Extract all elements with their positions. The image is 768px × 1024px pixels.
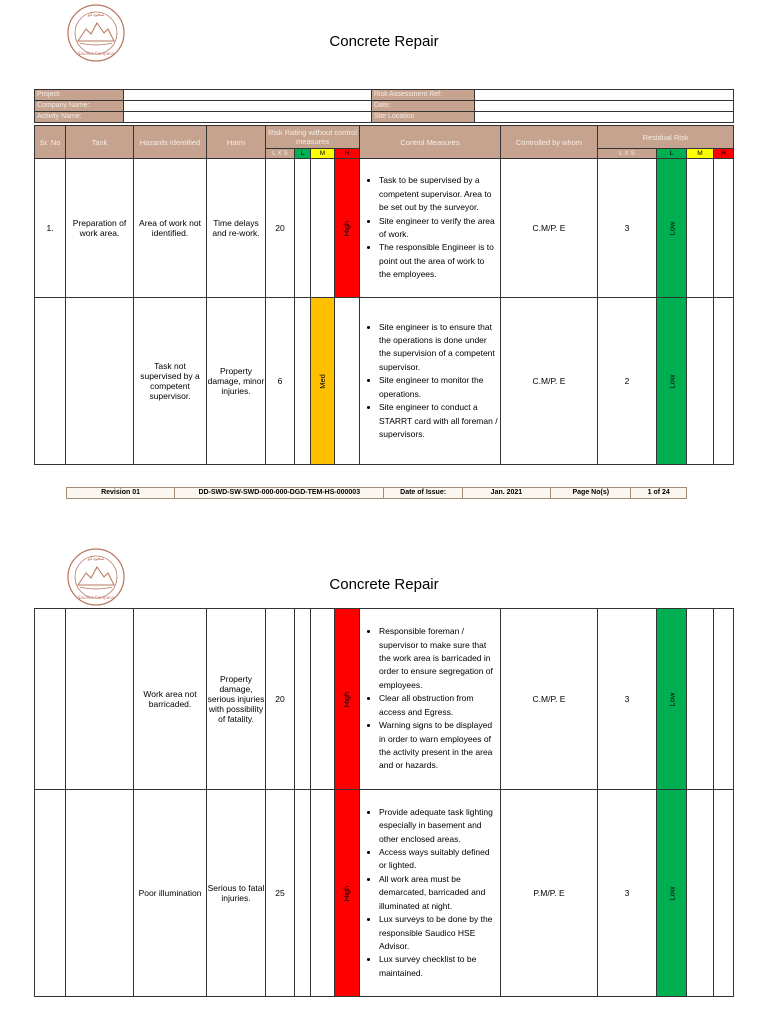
company-value (124, 101, 372, 112)
company-label: Company Name: (35, 101, 124, 112)
controlled-by: C.M/P. E (501, 298, 598, 465)
control-item: • Lux surveys to be done by the responsible Saudico HSE Advisor. (379, 913, 500, 953)
footer-date-label: Date of Issue: (384, 488, 462, 498)
residual-score: 3 (598, 790, 657, 997)
residual-rating-cell (657, 159, 687, 298)
header-controlled-by: Controlled by whom (501, 126, 598, 159)
svg-text:Saudico Company: Saudico Company (77, 51, 115, 56)
controlled-by: C.M/P. E (501, 609, 598, 790)
footer-date: Jan. 2021 (463, 488, 551, 498)
header-task: Task (66, 126, 134, 159)
control-measures (360, 609, 501, 790)
task (66, 298, 134, 465)
header-control-measures: Control Measures (360, 126, 501, 159)
residual-score: 3 (598, 609, 657, 790)
risk-ref-value (475, 90, 734, 101)
svg-text:سعودكو: سعودكو (87, 556, 105, 562)
control-item: • Access ways suitably defined or lighted. (379, 846, 500, 873)
risk-table-page-2 (34, 608, 734, 997)
header-l: L (295, 149, 311, 159)
residual-rating-label: Low (666, 692, 676, 707)
svg-text:سعودكو: سعودكو (87, 12, 105, 18)
residual-rating-label: Low (666, 374, 676, 389)
control-item: • Site engineer is to ensure that the operations is done under the supervision of a competent supervisor. (379, 321, 500, 375)
risk-score: 20 (266, 609, 295, 790)
residual-score: 3 (598, 159, 657, 298)
header-m: M (311, 149, 335, 159)
control-item: • Clear all obstruction from access and Egress. (379, 692, 500, 719)
controlled-by: C.M/P. E (501, 159, 598, 298)
page-title: Concrete Repair (329, 576, 439, 593)
hazard: Area of work not identified. (134, 159, 207, 298)
control-item: • Site engineer to verify the area of work. (379, 215, 500, 242)
table-row (35, 298, 734, 465)
risk-rating-cell (335, 790, 360, 997)
table-row (35, 790, 734, 997)
svg-text:Saudico Company: Saudico Company (77, 595, 115, 600)
control-item: • All work area must be demarcated, barricaded and illuminated at night. (379, 873, 500, 913)
harm: Property damage, minor injuries. (207, 298, 266, 465)
harm: Time delays and re-work. (207, 159, 266, 298)
controlled-by: P.M/P. E (501, 790, 598, 997)
header-harm: Harm (207, 126, 266, 159)
footer-page-number: 1 of 24 (647, 489, 670, 496)
risk-rating-label: Med (318, 374, 327, 389)
risk-rating-cell (335, 159, 360, 298)
control-item: • Warning signs to be displayed in order to warn employees of the activity present in the area and or hazards. (379, 719, 500, 773)
task (66, 790, 134, 997)
sr-no (35, 790, 66, 997)
table-row (35, 159, 734, 298)
footer-doc-number: DD-SWD-SW-SWD-000-000-DGD-TEM-HS-000003 (175, 488, 384, 498)
project-value (124, 90, 372, 101)
page-title: Concrete Repair (329, 33, 439, 50)
header-residual-m: M (687, 149, 714, 159)
header-sr-no: Sr. No (35, 126, 66, 159)
control-item: • Site engineer to conduct a STARRT card with all foreman / supervisors. (379, 401, 500, 441)
residual-score: 2 (598, 298, 657, 465)
harm: Serious to fatal injuries. (207, 790, 266, 997)
hazard: Task not supervised by a competent supervisor. (134, 298, 207, 465)
document-footer (66, 487, 687, 499)
residual-rating-label: Low (666, 221, 676, 236)
sr-no (35, 298, 66, 465)
sr-no (35, 609, 66, 790)
control-measures (360, 790, 501, 997)
risk-score: 25 (266, 790, 295, 997)
residual-rating-cell (657, 609, 687, 790)
risk-rating-label: High (342, 885, 352, 902)
header-h: H (335, 149, 360, 159)
site-location-value (475, 112, 734, 123)
harm: Property damage, serious injuries with possibility of fatality. (207, 609, 266, 790)
hazard: Poor illumination (134, 790, 207, 997)
task: Preparation of work area. (66, 159, 134, 298)
risk-rating-label: High (342, 691, 352, 708)
header-residual-l: L (657, 149, 687, 159)
site-location-label: Site Location (372, 112, 475, 123)
header-hazards: Hazards Identified (134, 126, 207, 159)
risk-score: 20 (266, 159, 295, 298)
control-item: • Provide adequate task lighting especially in basement and other enclosed areas. (379, 806, 500, 846)
table-row (35, 609, 734, 790)
date-label: Date: (372, 101, 475, 112)
footer-page-label: Page No(s) (551, 488, 631, 498)
page-2 (0, 510, 768, 1024)
control-item: • Responsible foreman / supervisor to make sure that the work area is barricaded in order to ensure segregation of employees. (379, 625, 500, 692)
residual-rating-label: Low (666, 886, 676, 901)
header-residual-lxs: L X S (598, 149, 657, 159)
project-label: Project: (35, 90, 124, 101)
residual-rating-cell (657, 298, 687, 465)
info-table (34, 89, 734, 123)
control-measures (360, 159, 501, 298)
activity-label: Activity Name: (35, 112, 124, 123)
sr-no: 1. (35, 159, 66, 298)
risk-ref-label: Risk Assessment Ref: (372, 90, 475, 101)
date-value (475, 101, 734, 112)
footer-revision: Revision 01 (67, 488, 175, 498)
risk-table-page-1 (34, 125, 734, 465)
residual-rating-cell (657, 790, 687, 997)
page-1 (0, 0, 768, 510)
risk-rating-label: High (342, 220, 352, 237)
task (66, 609, 134, 790)
header-risk-rating: Risk Rating without control measures (266, 126, 360, 149)
activity-value (124, 112, 372, 123)
risk-score: 6 (266, 298, 295, 465)
control-item: • The responsible Engineer is to point out the area of work to the employees. (379, 241, 500, 281)
control-item: • Site engineer to monitor the operations. (379, 374, 500, 401)
control-measures (360, 298, 501, 465)
risk-rating-cell (335, 609, 360, 790)
control-item: • Task to be supervised by a competent supervisor. Area to be set out by the surveyor. (379, 174, 500, 214)
header-lxs: L X S (266, 149, 295, 159)
header-residual-h: H (714, 149, 734, 159)
risk-rating-cell (311, 298, 335, 465)
header-residual-risk: Residual Risk (598, 126, 734, 149)
control-item: • Lux survey checklist to be maintained. (379, 953, 500, 980)
hazard: Work area not barricaded. (134, 609, 207, 790)
